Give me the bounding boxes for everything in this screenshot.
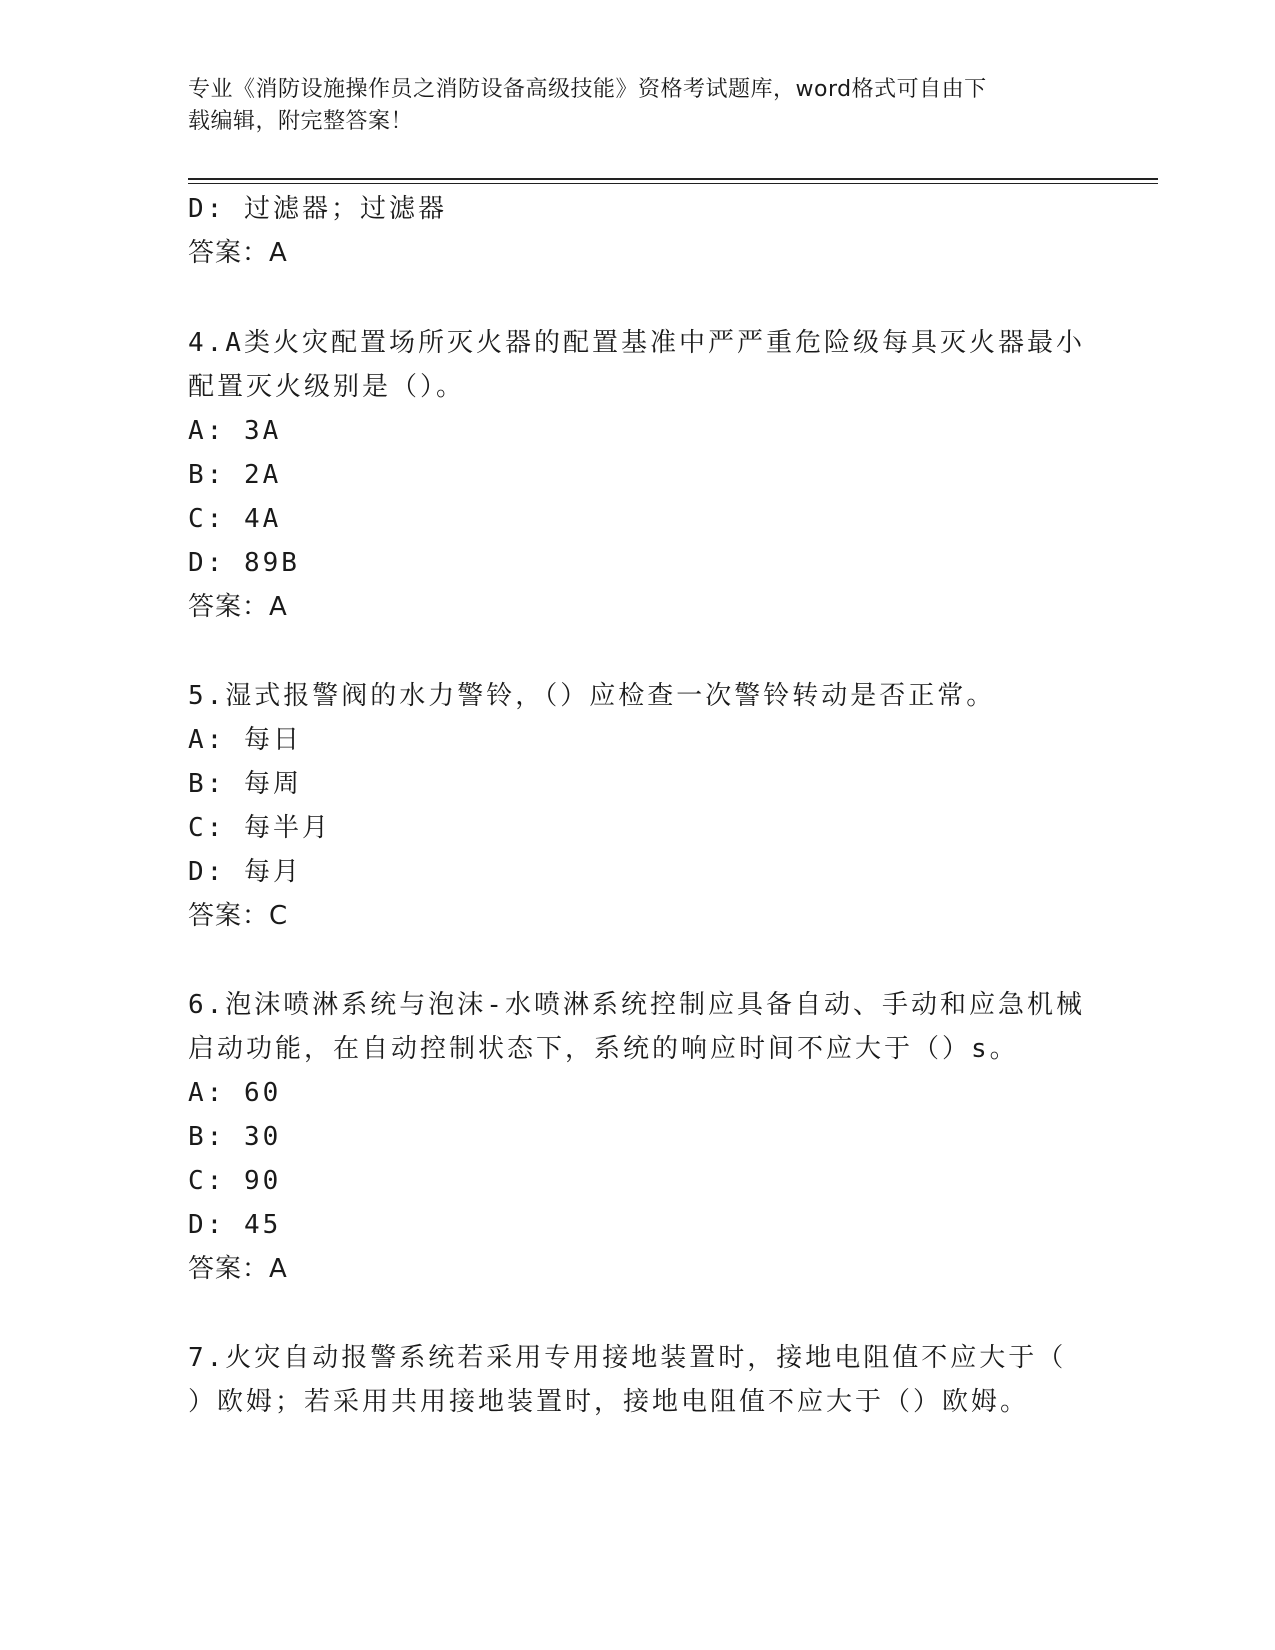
q4-option-a: A: 3A [188, 416, 282, 446]
q5-option-b: B: 每周 [188, 769, 302, 799]
document-header [188, 74, 1088, 138]
q5-stem-line-1: 5.湿式报警阀的水力警铃，（）应检查一次警铃转动是否正常。 [188, 681, 996, 711]
header-rule-thick [188, 178, 1158, 180]
q6-option-a: A: 60 [188, 1078, 282, 1108]
q4-option-d: D: 89B [188, 548, 300, 578]
q4-answer: 答案：A [188, 592, 288, 622]
q5-option-d: D: 每月 [188, 857, 302, 887]
header-rule-thin [188, 183, 1158, 184]
q5-option-c: C: 每半月 [188, 813, 331, 843]
header-line-1: 专业《消防设施操作员之消防设备高级技能》资格考试题库，word格式可自由下 [188, 77, 987, 102]
q6-stem-line-2: 启动功能，在自动控制状态下，系统的响应时间不应大于（）s。 [188, 1034, 1019, 1064]
q4-option-c: C: 4A [188, 504, 282, 534]
q7-stem-line-2: ）欧姆；若采用共用接地装置时，接地电阻值不应大于（）欧姆。 [188, 1387, 1030, 1417]
q6-stem-line-1: 6.泡沫喷淋系统与泡沫-水喷淋系统控制应具备自动、手动和应急机械 [188, 990, 1085, 1020]
prev-answer: 答案：A [188, 238, 288, 268]
q4-stem-line-1: 4.A类火灾配置场所灭火器的配置基准中严严重危险级每具灭火器最小 [188, 328, 1085, 358]
q6-answer: 答案：A [188, 1254, 288, 1284]
q5-answer: 答案：C [188, 901, 289, 931]
q6-option-d: D: 45 [188, 1210, 282, 1240]
header-line-2: 载编辑，附完整答案！ [188, 109, 414, 134]
q4-option-b: B: 2A [188, 460, 282, 490]
q4-stem-line-2: 配置灭火级别是（）。 [188, 372, 466, 402]
q5-option-a: A: 每日 [188, 725, 302, 755]
q7-stem-line-1: 7.火灾自动报警系统若采用专用接地装置时，接地电阻值不应大于（ [188, 1343, 1067, 1373]
q6-option-c: C: 90 [188, 1166, 282, 1196]
prev-option-d: D: 过滤器；过滤器 [188, 194, 447, 224]
q6-option-b: B: 30 [188, 1122, 282, 1152]
